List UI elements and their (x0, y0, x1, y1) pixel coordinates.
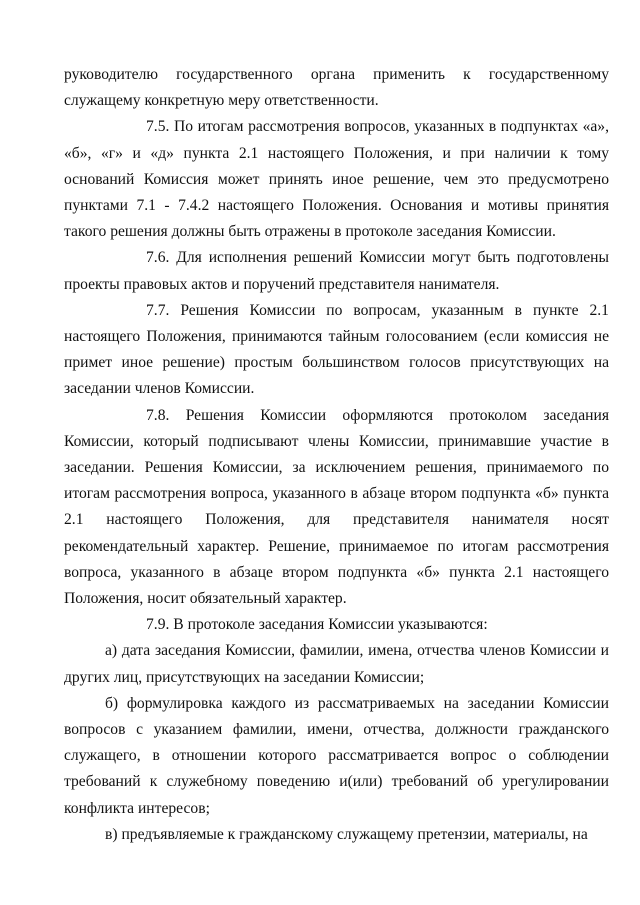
list-item-b (64, 691, 609, 822)
list-item-v (64, 822, 609, 848)
paragraph-text: По итогам рассмотрения вопросов, указанных в подпунктах «а», «б», «г» и «д» пункта 2.1 настоящего Положения, и при наличии к тому оснований Комиссия может принять иное решение, чем это предусмотрено пунктами 7.1 - 7.4.2 настоящего Положения. Основания и мотивы принятия такого решения должны быть отражены в протоколе заседания Комиссии. (64, 118, 609, 241)
list-item-text: а) дата заседания Комиссии, фамилии, имена, отчества членов Комиссии и других лиц, присутствующих на заседании Комиссии; (64, 642, 609, 686)
list-item-text: в) предъявляемые к гражданскому служащему претензии, материалы, на (105, 825, 588, 843)
paragraph-number: 7.8. (146, 406, 170, 424)
list-item-a (64, 638, 609, 690)
paragraph-7-9 (64, 612, 609, 638)
paragraph-text: Для исполнения решений Комиссии могут быть подготовлены проекты правовых актов и поручений представителя нанимателя. (64, 249, 609, 293)
paragraph-7-5 (64, 114, 609, 245)
paragraph-7-6 (64, 245, 609, 297)
paragraph-text: Решения Комиссии по вопросам, указанным в пункте 2.1 настоящего Положения, принимаются тайным голосованием (если комиссия не примет иное решение) простым большинством голосов присутствующих на заседании членов Комиссии. (64, 301, 609, 398)
document-body (64, 62, 609, 848)
paragraph-text: В протоколе заседания Комиссии указываются: (173, 616, 488, 634)
list-item-text: б) формулировка каждого из рассматриваемых на заседании Комиссии вопросов с указанием фамилии, имени, отчества, должности гражданского служащего, в отношении которого рассматривается вопрос о соблюдении требований к служебному поведению и(или) требований об урегулировании конфликта интересов; (64, 694, 609, 817)
paragraph-7-8 (64, 403, 609, 613)
paragraph-number: 7.7. (146, 301, 170, 319)
paragraph-7-7 (64, 298, 609, 403)
paragraph-text: Решения Комиссии оформляются протоколом заседания Комиссии, который подписывают члены Комиссии, принимавшие участие в заседании. Решения Комиссии, за исключением решения, принимаемого по итогам рассмотрения вопроса, указанного в абзаце втором подпункта «б» пункта 2.1 настоящего Положения, для представителя нанимателя носят рекомендательный характер. Решение, принимаемое по итогам рассмотрения вопроса, указанного в абзаце втором подпункта «б» пункта 2.1 настоящего Положения, носит обязательный характер. (64, 406, 609, 608)
paragraph-text: руководителю государственного органа применить к государственному служащему конкретную меру ответственности. (64, 66, 609, 110)
paragraph-number: 7.5. (146, 118, 170, 136)
paragraph-number: 7.6. (146, 249, 170, 267)
paragraph-continuation (64, 62, 609, 114)
paragraph-number: 7.9. (146, 616, 170, 634)
